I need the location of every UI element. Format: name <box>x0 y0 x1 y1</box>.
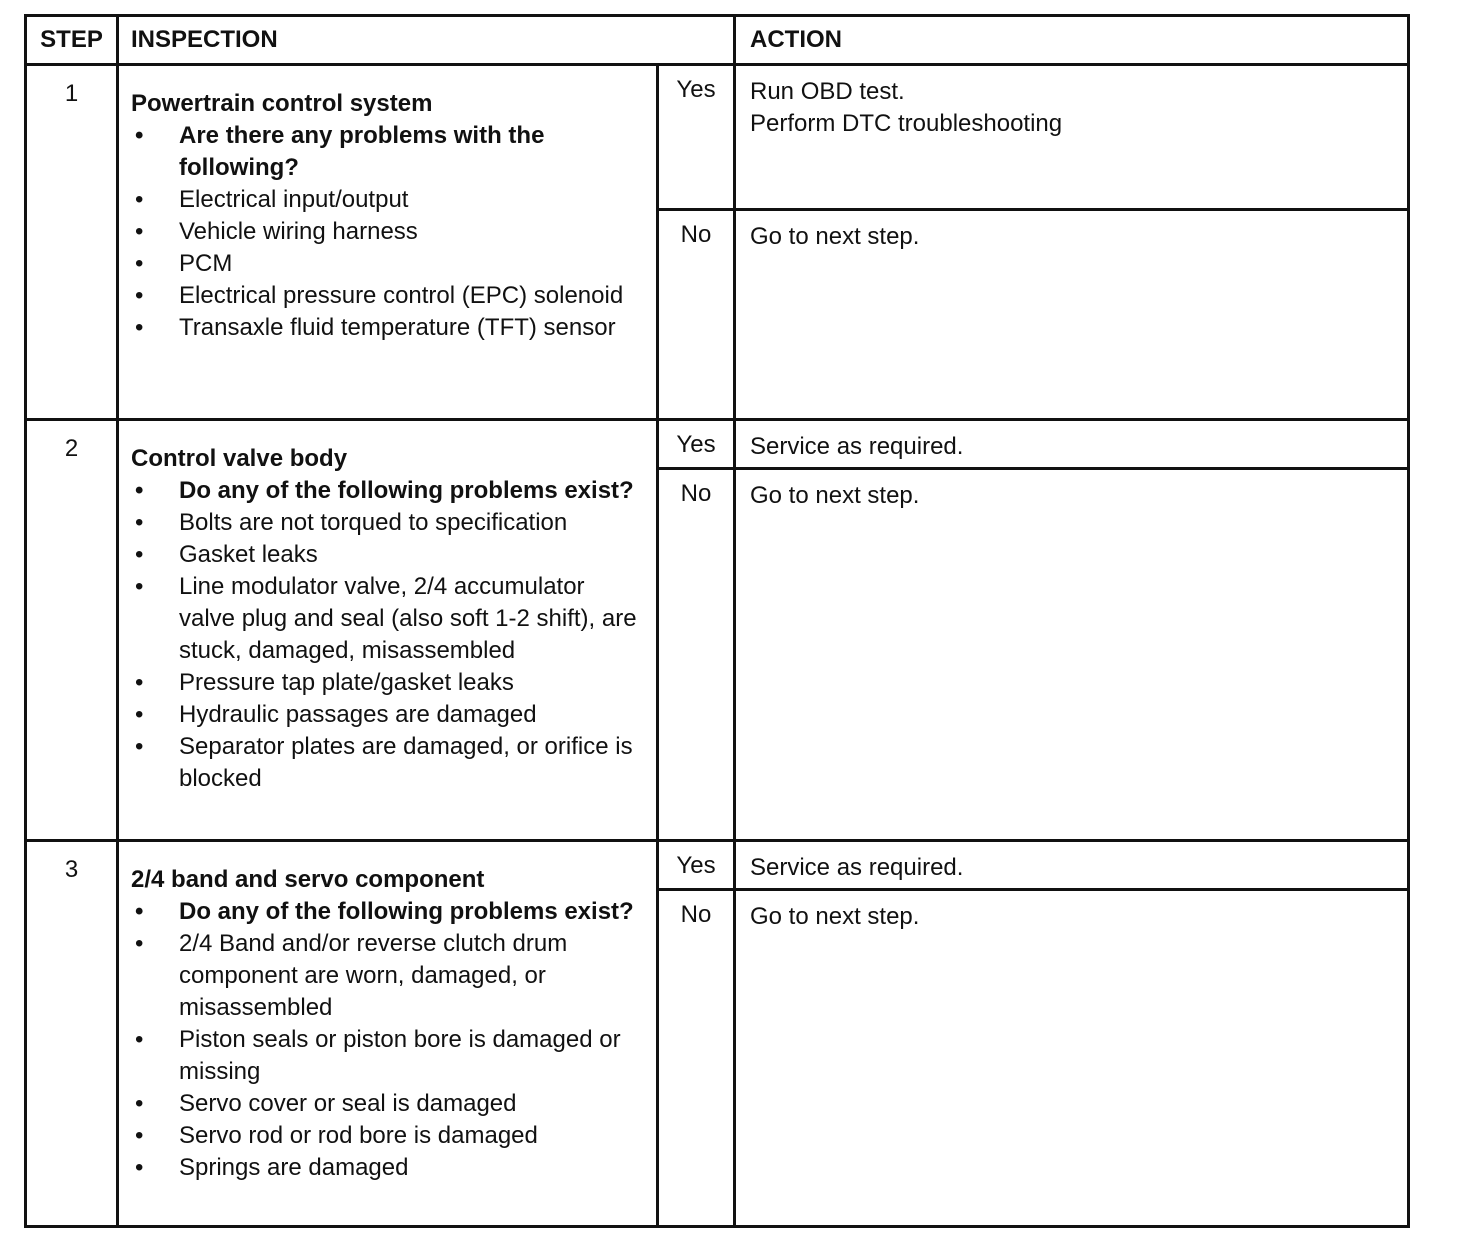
step-number: 2 <box>26 420 118 841</box>
action-text: Go to next step. <box>750 482 920 509</box>
inspection-item: • PCM <box>131 248 646 280</box>
no-action <box>735 469 1409 841</box>
inspection-item: • Pressure tap plate/gasket leaks <box>131 667 646 699</box>
inspection-item: • Vehicle wiring harness <box>131 216 646 248</box>
inspection-title: 2/4 band and servo component <box>131 866 485 893</box>
no-label: No <box>658 890 735 1227</box>
step-number: 3 <box>26 841 118 1227</box>
inspection-item: • Bolts are not torqued to specification <box>131 507 646 539</box>
action-text: Go to next step. <box>750 223 920 250</box>
action-text: Perform DTC troubleshooting <box>750 110 1063 137</box>
yes-action <box>735 65 1409 210</box>
yes-action <box>735 420 1409 469</box>
table-row <box>26 420 1409 469</box>
action-text: Service as required. <box>750 433 964 460</box>
inspection-item: • Gasket leaks <box>131 539 646 571</box>
inspection-item: • 2/4 Band and/or reverse clutch drum component are worn, damaged, or misassembled <box>131 928 646 1024</box>
inspection-item: • Springs are damaged <box>131 1152 646 1184</box>
inspection-list <box>131 896 646 1184</box>
inspection-question: • Are there any problems with the following? <box>131 120 646 184</box>
no-label: No <box>658 469 735 841</box>
table-row <box>26 841 1409 890</box>
action-text: Service as required. <box>750 854 964 881</box>
no-action <box>735 210 1409 420</box>
inspection-cell <box>118 65 658 420</box>
inspection-question: • Do any of the following problems exist? <box>131 896 646 928</box>
inspection-question: • Do any of the following problems exist? <box>131 475 646 507</box>
inspection-list <box>131 120 646 344</box>
inspection-item: • Servo cover or seal is damaged <box>131 1088 646 1120</box>
inspection-cell <box>118 420 658 841</box>
inspection-cell <box>118 841 658 1227</box>
header-inspection: INSPECTION <box>118 16 735 65</box>
no-label: No <box>658 210 735 420</box>
action-text: Run OBD test. <box>750 78 905 105</box>
inspection-item: • Electrical pressure control (EPC) solenoid <box>131 280 646 312</box>
inspection-item: • Piston seals or piston bore is damaged or missing <box>131 1024 646 1088</box>
no-action <box>735 890 1409 1227</box>
yes-label: Yes <box>658 420 735 469</box>
yes-action <box>735 841 1409 890</box>
inspection-item: • Line modulator valve, 2/4 accumulator valve plug and seal (also soft 1-2 shift), are stuck, damaged, misassembled <box>131 571 646 667</box>
inspection-item: • Transaxle fluid temperature (TFT) sensor <box>131 312 646 344</box>
step-number: 1 <box>26 65 118 420</box>
inspection-item: • Separator plates are damaged, or orifice is blocked <box>131 731 646 795</box>
inspection-item: • Electrical input/output <box>131 184 646 216</box>
inspection-title: Powertrain control system <box>131 90 433 117</box>
yes-label: Yes <box>658 65 735 210</box>
inspection-item: • Hydraulic passages are damaged <box>131 699 646 731</box>
yes-label: Yes <box>658 841 735 890</box>
diagnostic-table <box>24 14 1410 1228</box>
header-row <box>26 16 1409 65</box>
header-step: STEP <box>26 16 118 65</box>
inspection-item: • Servo rod or rod bore is damaged <box>131 1120 646 1152</box>
inspection-title: Control valve body <box>131 445 348 472</box>
action-text: Go to next step. <box>750 903 920 930</box>
inspection-list <box>131 475 646 795</box>
table-row <box>26 65 1409 210</box>
header-action: ACTION <box>735 16 1409 65</box>
